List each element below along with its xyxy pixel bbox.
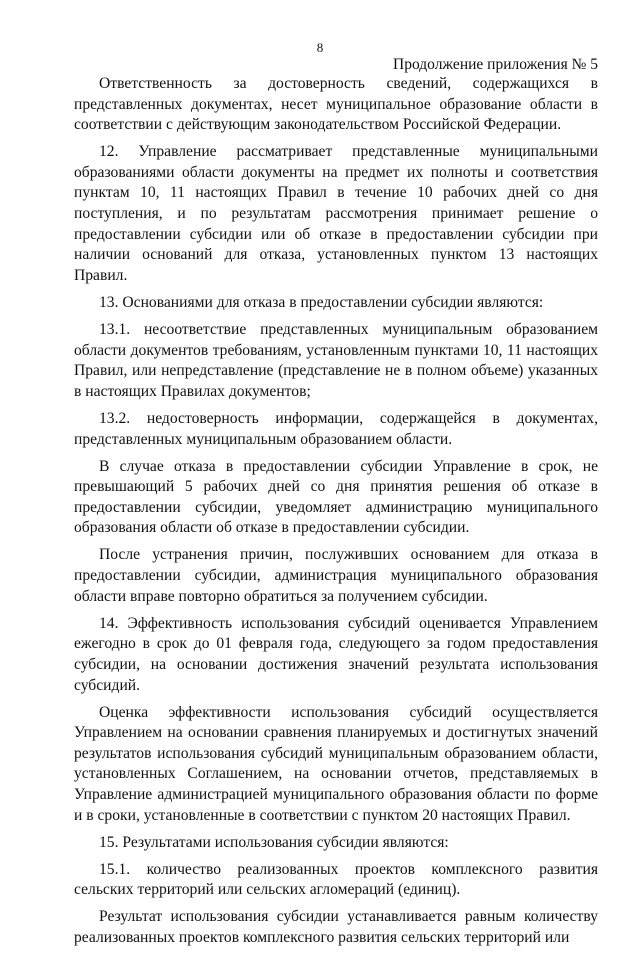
paragraph-responsibility: Ответственность за достоверность сведений, содержащихся в представленных документах, несет муниципальное образование области в соответствии с действующим законодательством Российской Федерации. — [74, 75, 598, 134]
paragraph-14: 14. Эффективность использования субсидий оценивается Управлением ежегодно в срок до 01 февраля года, следующего за годом предоставления субсидии, на основании достижения значений результата использования субсидий. — [74, 614, 598, 694]
paragraph-13-1: 13.1. несоответствие представленных муниципальным образованием области документов требованиям, установленным пунктами 10, 11 настоящих Правил, или непредставление (представление не в полном объеме) указанных в настоящих Правилах документов; — [74, 321, 598, 400]
paragraph-15: 15. Результатами использования субсидии являются: — [99, 833, 449, 851]
paragraph-12: 12. Управление рассматривает представленные муниципальными образованиями области документы на предмет их полноты и соответствия пунктам 10, 11 настоящих Правил в течение 10 рабочих дней со дня поступления, и по результатам рассмотрения принимает решение о предоставлении субсидии или об отказе в предоставлении субсидии при наличии оснований для отказа, установленных пунктом 13 настоящих Правил. — [74, 143, 598, 284]
paragraph-13: 13. Основаниями для отказа в предоставлении субсидии являются: — [99, 293, 544, 311]
paragraph-15-1: 15.1. количество реализованных проектов комплексного развития сельских территорий или сельских агломераций (единиц). — [74, 860, 598, 899]
paragraph-reapply: После устранения причин, послуживших основанием для отказа в предоставлении субсидии, администрация муниципального образования области вправе повторно обратиться за получением субсидии. — [74, 546, 598, 605]
paragraph-13-2: 13.2. недостоверность информации, содержащейся в документах, представленных муниципальным образованием области. — [74, 409, 598, 448]
appendix-note: Продолжение приложения № 5 — [393, 56, 598, 73]
paragraph-refusal-notice: В случае отказа в предоставлении субсидии Управление в срок, не превышающий 5 рабочих дней со дня принятия решения об отказе в предоставлении субсидии, уведомляет администрацию муниципального образования области об отказе в предоставлении субсидии. — [74, 457, 598, 537]
page-number: 8 — [316, 40, 324, 55]
paragraph-result: Результат использования субсидии устанавливается равным количеству реализованных проектов комплексного развития сельских территорий или — [74, 908, 598, 947]
paragraph-evaluation: Оценка эффективности использования субсидий осуществляется Управлением на основании сравнения планируемых и достигнутых значений результатов использования субсидий муниципальным образованием области, установленных Соглашением, на основании отчетов, представляемых в Управление администрацией муниципального образования области по форме и в сроки, установленные в соответствии с пунктом 20 настоящих Правил. — [74, 703, 598, 824]
document-body — [74, 74, 598, 955]
